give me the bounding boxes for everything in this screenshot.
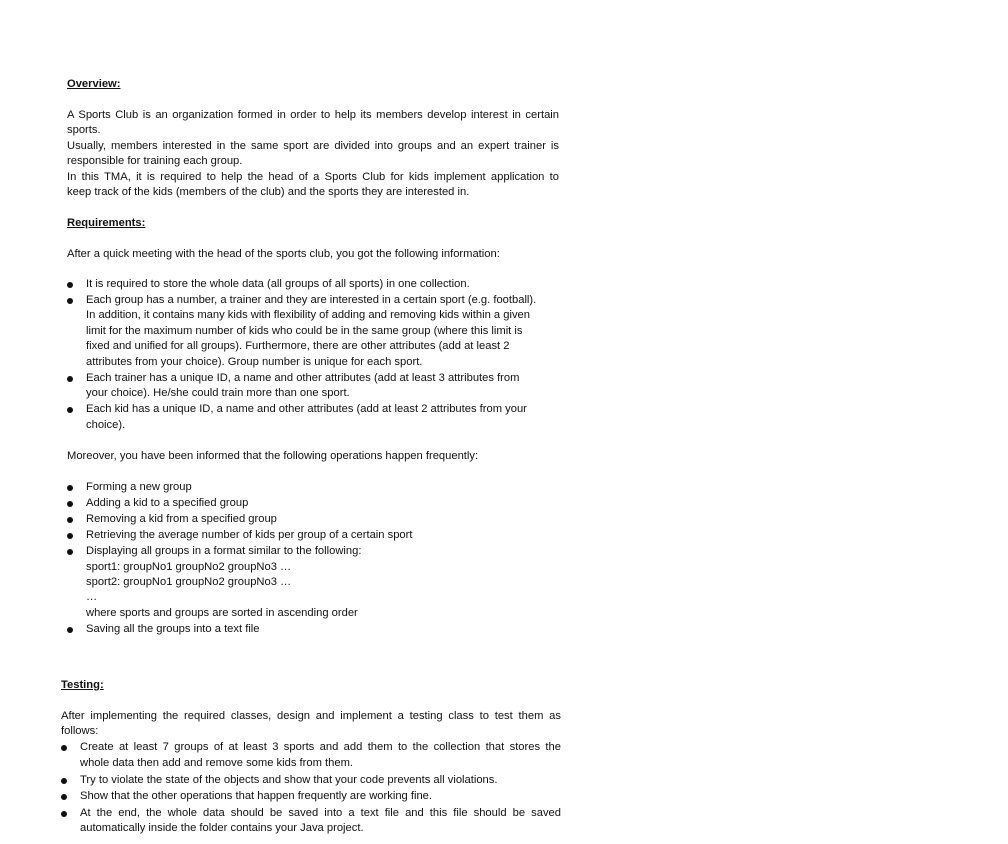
requirement-item: It is required to store the whole data (all groups of all sports) in one collection. [86,278,470,290]
bullet-dot [61,745,67,751]
operation-item-continued: where sports and groups are sorted in ascending order [86,607,358,619]
operation-item: Saving all the groups into a text file [86,623,260,635]
requirement-item-continued: attributes from your choice). Group number is unique for each sport. [86,356,423,368]
testing-heading: Testing: [61,679,104,691]
requirements-intro: After a quick meeting with the head of the sports club, you got the following information: [67,248,500,260]
bullet-dot [67,407,73,413]
overview-line: Usually, members interested in the same sport are divided into groups and an expert trainer is [67,140,559,152]
bullet-dot [67,517,73,523]
bullet-dot [67,376,73,382]
bullet-dot [67,549,73,555]
overview-line: responsible for training each group. [67,155,243,167]
requirement-item-continued: choice). [86,419,126,431]
testing-item-continued: automatically inside the folder contains your Java project. [80,822,364,834]
bullet-dot [61,811,67,817]
requirement-item: Each group has a number, a trainer and they are interested in a certain sport (e.g. football). [86,294,537,306]
format-example-ellipsis: … [86,591,98,603]
format-example-line: sport1: groupNo1 groupNo2 groupNo3 … [86,561,292,573]
requirement-item-continued: your choice). He/she could train more than one sport. [86,387,350,399]
operation-item: Forming a new group [86,481,192,493]
requirement-item-continued: fixed and unified for all groups). Furthermore, there are other attributes (add at least 2 [86,340,510,352]
operation-item: Retrieving the average number of kids per group of a certain sport [86,529,413,541]
overview-heading: Overview: [67,78,121,90]
testing-item: Create at least 7 groups of at least 3 sports and add them to the collection that stores the [80,741,561,753]
operation-item: Adding a kid to a specified group [86,497,249,509]
format-example-line: sport2: groupNo1 groupNo2 groupNo3 … [86,576,292,588]
operation-item: Displaying all groups in a format similar to the following: [86,545,362,557]
bullet-dot [67,533,73,539]
bullet-dot [67,627,73,633]
testing-item: Try to violate the state of the objects and show that your code prevents all violations. [80,774,498,786]
requirement-item-continued: In addition, it contains many kids with flexibility of adding and removing kids within a given [86,309,531,321]
operations-intro: Moreover, you have been informed that the following operations happen frequently: [67,450,479,462]
bullet-dot [67,485,73,491]
bullet-dot [67,501,73,507]
overview-line: In this TMA, it is required to help the head of a Sports Club for kids implement application to [67,171,559,183]
testing-intro: After implementing the required classes, design and implement a testing class to test them as [61,710,561,722]
overview-line: A Sports Club is an organization formed in order to help its members develop interest in certain [67,109,559,121]
requirements-heading: Requirements: [67,217,146,229]
requirement-item: Each kid has a unique ID, a name and other attributes (add at least 2 attributes from your [86,403,527,415]
operation-item: Removing a kid from a specified group [86,513,277,525]
requirement-item-continued: limit for the maximum number of kids who could be in the same group (where this limit is [86,325,523,337]
bullet-dot [61,794,67,800]
testing-intro: follows: [61,725,99,737]
requirement-item: Each trainer has a unique ID, a name and other attributes (add at least 3 attributes from [86,372,520,384]
overview-line: keep track of the kids (members of the club) and the sports they are interested in. [67,186,470,198]
bullet-dot [61,778,67,784]
testing-item-continued: whole data then add and remove some kids from them. [80,757,353,769]
overview-line: sports. [67,124,101,136]
bullet-dot [67,282,73,288]
testing-item: At the end, the whole data should be saved into a text file and this file should be saved [80,807,561,819]
testing-item: Show that the other operations that happen frequently are working fine. [80,790,433,802]
bullet-dot [67,298,73,304]
